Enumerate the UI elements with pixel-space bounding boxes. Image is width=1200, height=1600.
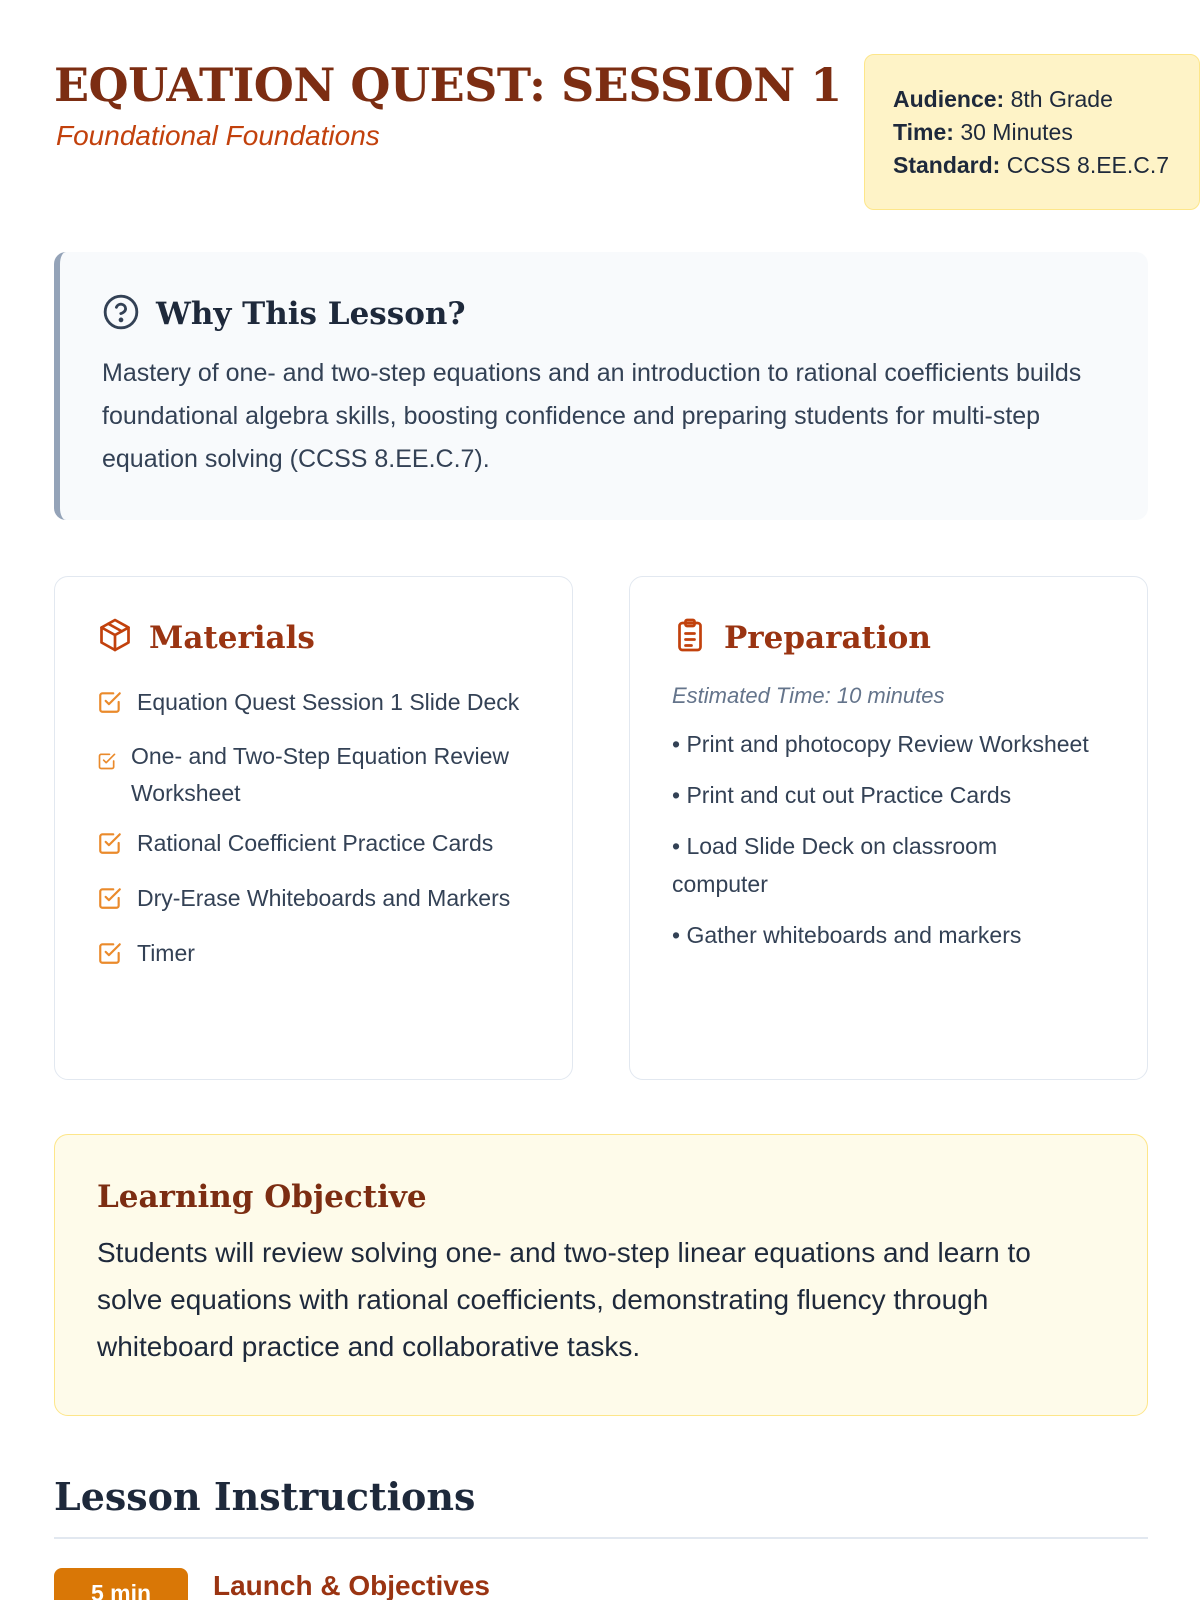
list-item: • Gather whiteboards and markers <box>672 922 1022 948</box>
meta-label: Standard: <box>893 152 1001 178</box>
step-duration-badge: 5 min <box>54 1568 188 1600</box>
preparation-title: Preparation <box>724 619 931 656</box>
materials-list <box>97 683 537 989</box>
checkbox-icon <box>97 688 125 726</box>
clipboard-list-icon <box>672 617 708 658</box>
package-icon <box>97 617 133 658</box>
checkbox-icon <box>97 745 119 782</box>
preparation-heading <box>672 617 931 658</box>
material-label: Dry-Erase Whiteboards and Markers <box>137 885 511 911</box>
list-item <box>97 738 537 812</box>
list-item <box>97 683 537 726</box>
preparation-card <box>629 576 1148 1080</box>
list-item <box>97 934 537 977</box>
list-item: • Load Slide Deck on classroom computer <box>672 833 998 897</box>
page-title: EQUATION QUEST: SESSION 1 <box>54 58 842 112</box>
materials-title: Materials <box>149 619 315 656</box>
objective-title: Learning Objective <box>97 1179 427 1215</box>
material-label: Rational Coefficient Practice Cards <box>137 830 494 856</box>
why-lesson-heading <box>102 290 1108 338</box>
meta-label: Audience: <box>893 86 1005 112</box>
meta-value: CCSS 8.EE.C.7 <box>1000 152 1170 178</box>
why-lesson-text: Mastery of one- and two-step equations and an introduction to rational coefficients builds foundational algebra skills, boosting confidence and preparing students for multi-step equation solving (CCSS 8.EE.C.7). <box>102 359 1082 473</box>
preparation-list <box>672 725 1092 967</box>
list-item: • Print and photocopy Review Worksheet <box>672 731 1089 757</box>
learning-objective-panel <box>54 1134 1148 1416</box>
step-title: Launch & Objectives <box>213 1570 490 1600</box>
list-item <box>97 824 537 867</box>
meta-standard <box>893 149 1173 182</box>
material-label: Equation Quest Session 1 Slide Deck <box>137 689 520 715</box>
lesson-header <box>54 54 1170 214</box>
objective-text: Students will review solving one- and two-step linear equations and learn to solve equations with rational coefficients, demonstrating fluency through whiteboard practice and collaborative tasks. <box>97 1237 1031 1362</box>
meta-value: 30 Minutes <box>953 119 1073 145</box>
section-divider <box>54 1537 1148 1539</box>
list-item <box>97 879 537 922</box>
materials-heading <box>97 617 315 658</box>
page-subtitle: Foundational Foundations <box>56 120 380 151</box>
list-item: • Print and cut out Practice Cards <box>672 782 1012 808</box>
meta-value: 8th Grade <box>1004 86 1113 112</box>
checkbox-icon <box>97 829 125 867</box>
material-label: Timer <box>137 940 195 966</box>
meta-label: Time: <box>893 119 954 145</box>
checkbox-icon <box>97 939 125 977</box>
checkbox-icon <box>97 884 125 922</box>
meta-audience <box>893 83 1173 116</box>
instructions-heading: Lesson Instructions <box>54 1474 476 1519</box>
material-label: One- and Two-Step Equation Review Worksheet <box>131 743 510 806</box>
materials-card <box>54 576 573 1080</box>
meta-time <box>893 116 1173 149</box>
why-lesson-title: Why This Lesson? <box>156 296 466 332</box>
lesson-meta-box <box>864 54 1200 210</box>
question-circle-icon <box>102 293 140 336</box>
why-lesson-panel <box>54 252 1148 520</box>
preparation-estimate: Estimated Time: 10 minutes <box>672 683 945 708</box>
